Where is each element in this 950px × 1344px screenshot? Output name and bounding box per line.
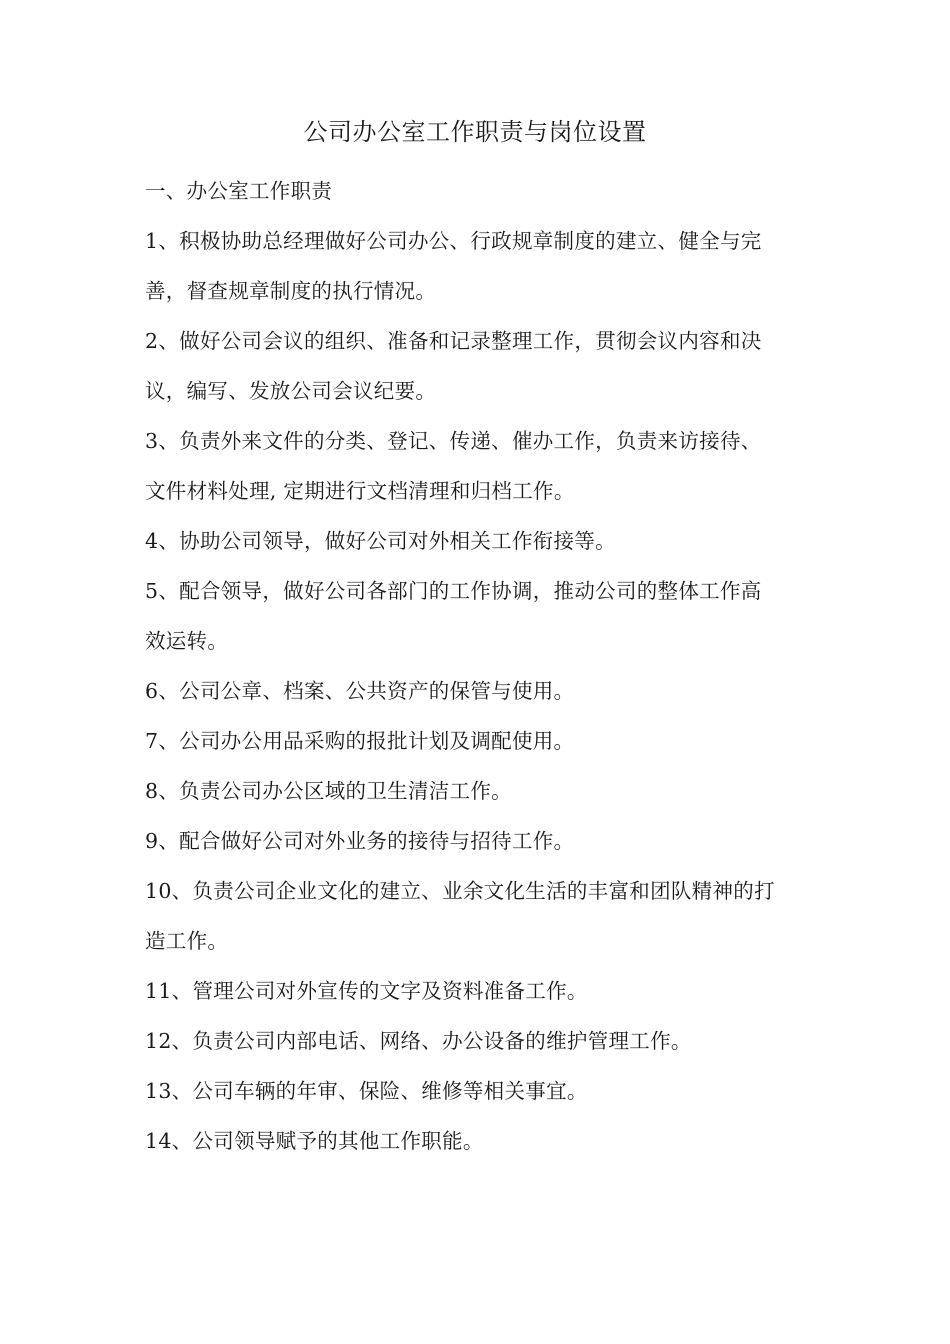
- text-line: 善，督查规章制度的执行情况。: [145, 279, 437, 303]
- text-line: 9、配合做好公司对外业务的接待与招待工作。: [145, 829, 575, 853]
- text-line: 造工作。: [145, 929, 229, 953]
- text-line: 14、公司领导赋予的其他工作职能。: [145, 1129, 484, 1153]
- text-line: 2、做好公司会议的组织、准备和记录整理工作，贯彻会议内容和决: [145, 329, 762, 353]
- text-line: 6、公司公章、档案、公共资产的保管与使用。: [145, 679, 575, 703]
- text-line: 3、负责外来文件的分类、登记、传递、催办工作，负责来访接待、: [145, 429, 762, 453]
- text-line: 文件材料处理, 定期进行文档清理和归档工作。: [145, 479, 575, 503]
- document-body: [145, 166, 817, 1166]
- document-title: 公司办公室工作职责与岗位设置: [303, 118, 647, 146]
- text-line: 13、公司车辆的年审、保险、维修等相关事宜。: [145, 1079, 588, 1103]
- text-line: 10、负责公司企业文化的建立、业余文化生活的丰富和团队精神的打: [145, 879, 775, 903]
- text-line: 5、配合领导，做好公司各部门的工作协调，推动公司的整体工作高: [145, 579, 762, 603]
- text-line: 7、公司办公用品采购的报批计划及调配使用。: [145, 729, 575, 753]
- text-line: 4、协助公司领导，做好公司对外相关工作衔接等。: [145, 529, 616, 553]
- text-line: 12、负责公司内部电话、网络、办公设备的维护管理工作。: [145, 1029, 692, 1053]
- text-line: 11、管理公司对外宣传的文字及资料准备工作。: [145, 979, 588, 1003]
- text-line: 议，编写、发放公司会议纪要。: [145, 379, 437, 403]
- section-heading: 一、办公室工作职责: [145, 179, 333, 203]
- text-line: 8、负责公司办公区域的卫生清洁工作。: [145, 779, 512, 803]
- text-line: 1、积极协助总经理做好公司办公、行政规章制度的建立、健全与完: [145, 229, 762, 253]
- text-line: 效运转。: [145, 629, 229, 653]
